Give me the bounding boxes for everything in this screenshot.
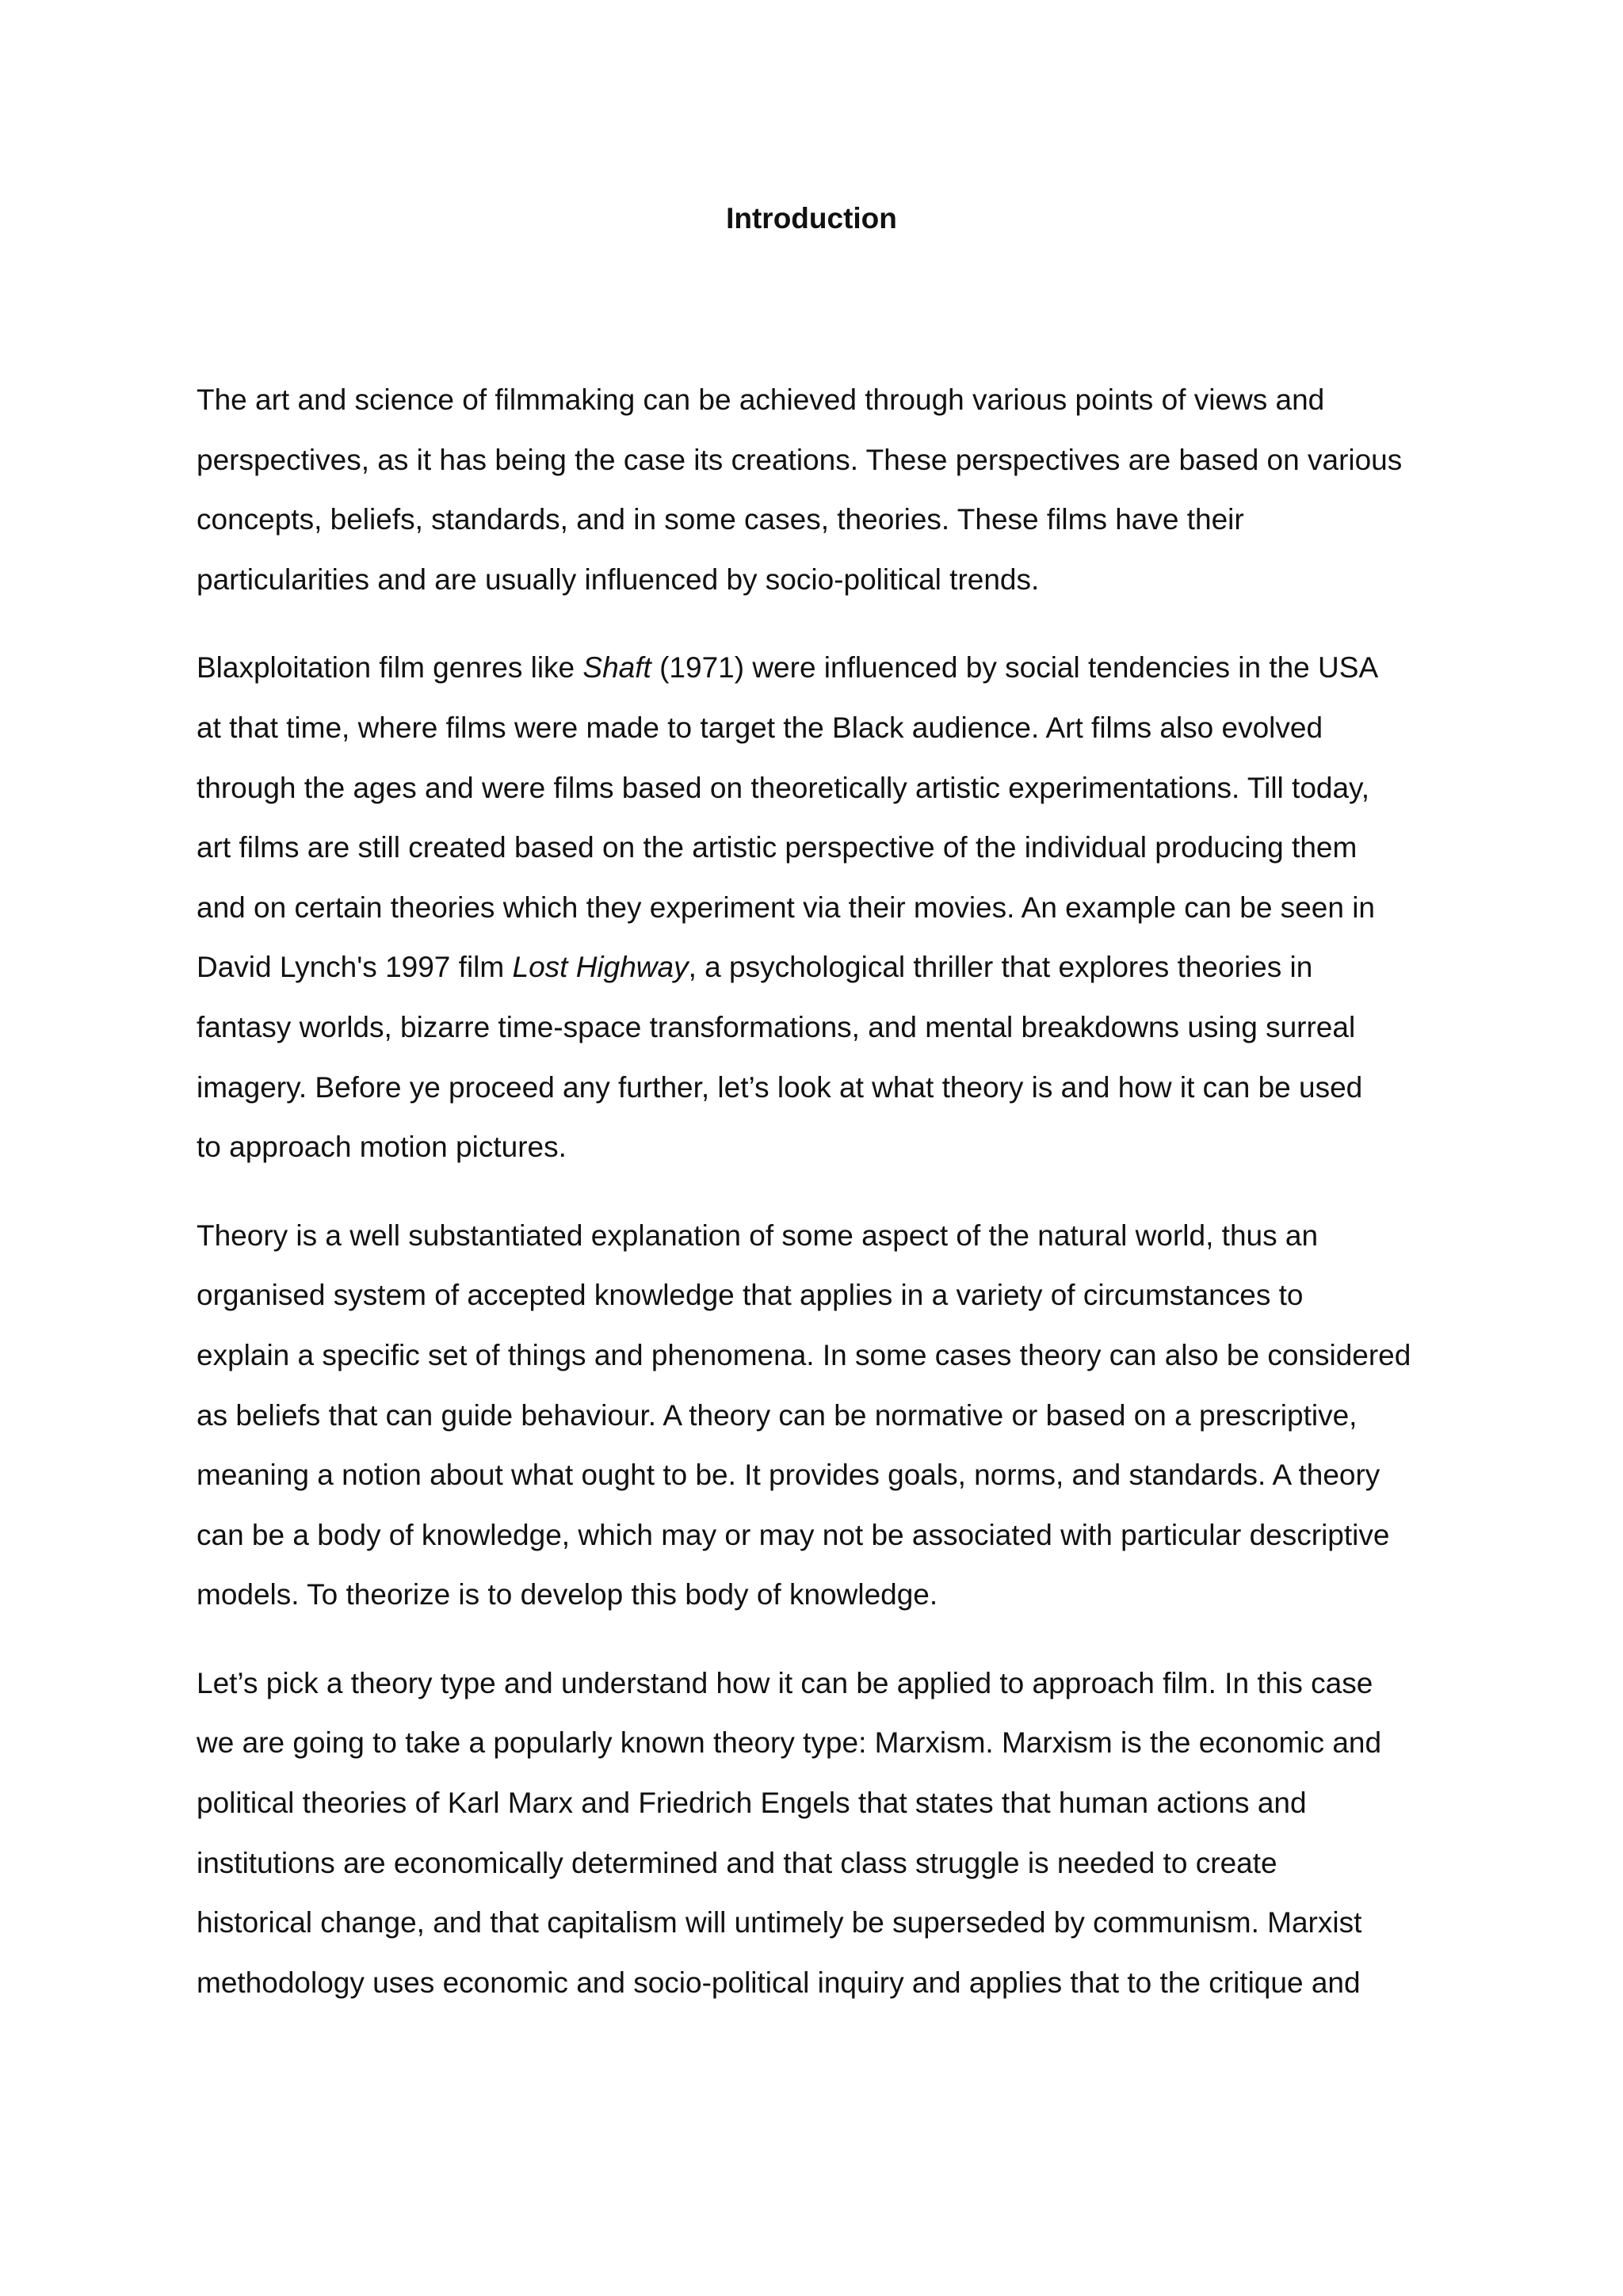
text-line [197, 1565, 1465, 1625]
text-segment: as beliefs that can guide behaviour. A theory can be normative or based on a prescriptive, [197, 1398, 1358, 1432]
text-line [197, 1325, 1465, 1386]
paragraph [197, 370, 1465, 609]
text-segment: organised system of accepted knowledge that applies in a variety of circumstances to [197, 1279, 1304, 1312]
text-segment: Let’s pick a theory type and understand how it can be applied to approach film. In this case [197, 1666, 1373, 1699]
text-segment: institutions are economically determined and that class struggle is needed to create [197, 1846, 1277, 1879]
text-line [197, 1265, 1465, 1325]
text-segment: and on certain theories which they experiment via their movies. An example can be seen in [197, 891, 1375, 924]
text-line [197, 1386, 1465, 1446]
text-line [197, 1058, 1465, 1118]
text-segment: can be a body of knowledge, which may or may not be associated with particular descriptive [197, 1518, 1390, 1551]
paragraph [197, 1653, 1465, 2013]
text-line [197, 430, 1465, 490]
body-text [197, 370, 1465, 2041]
text-line [197, 1206, 1465, 1266]
text-line [197, 370, 1465, 430]
text-line [197, 878, 1465, 938]
text-segment: political theories of Karl Marx and Friedrich Engels that states that human actions and [197, 1787, 1307, 1820]
text-segment: , a psychological thriller that explores theories in [688, 951, 1313, 984]
text-line [197, 1773, 1465, 1833]
text-line [197, 1505, 1465, 1566]
text-line [197, 1117, 1465, 1177]
paragraph [197, 638, 1465, 1177]
text-segment: through the ages and were films based on theoretically artistic experimentations. Till today, [197, 771, 1370, 804]
text-line [197, 1713, 1465, 1773]
text-segment: historical change, and that capitalism will untimely be superseded by communism. Marxist [197, 1906, 1362, 1939]
text-line [197, 698, 1465, 758]
text-segment: particularities and are usually influenced by socio-political trends. [197, 563, 1040, 596]
page-title: Introduction [726, 202, 897, 235]
text-line [197, 490, 1465, 550]
text-line [197, 997, 1465, 1058]
text-segment: to approach motion pictures. [197, 1131, 567, 1164]
text-segment: imagery. Before ye proceed any further, let’s look at what theory is and how it can be used [197, 1070, 1363, 1104]
text-segment: Theory is a well substantiated explanation of some aspect of the natural world, thus an [197, 1219, 1319, 1252]
italic-title: Shaft [582, 651, 651, 685]
text-line [197, 937, 1465, 997]
text-segment: we are going to take a popularly known theory type: Marxism. Marxism is the economic and [197, 1726, 1382, 1760]
text-line [197, 1893, 1465, 1953]
text-segment: (1971) were influenced by social tendencies in the USA [651, 651, 1379, 685]
text-segment: meaning a notion about what ought to be. It provides goals, norms, and standards. A theory [197, 1459, 1381, 1492]
text-segment: The art and science of filmmaking can be achieved through various points of views and [197, 383, 1325, 416]
text-line [197, 550, 1465, 610]
text-segment: explain a specific set of things and phenomena. In some cases theory can also be considered [197, 1338, 1411, 1371]
text-segment: at that time, where films were made to target the Black audience. Art films also evolved [197, 711, 1323, 744]
paragraph [197, 1206, 1465, 1625]
text-line [197, 1653, 1465, 1714]
text-segment: Blaxploitation film genres like [197, 651, 583, 685]
text-segment: models. To theorize is to develop this body of knowledge. [197, 1578, 938, 1611]
text-line [197, 1445, 1465, 1505]
text-line [197, 1833, 1465, 1894]
text-segment: concepts, beliefs, standards, and in some cases, theories. These films have their [197, 503, 1244, 536]
text-line [197, 818, 1465, 878]
text-line [197, 638, 1465, 698]
text-line [197, 758, 1465, 818]
text-segment: methodology uses economic and socio-political inquiry and applies that to the critique and [197, 1966, 1361, 1999]
text-segment: David Lynch's 1997 film [197, 951, 513, 984]
text-segment: art films are still created based on the artistic perspective of the individual producing them [197, 831, 1358, 864]
text-segment: perspectives, as it has being the case its creations. These perspectives are based on various [197, 443, 1403, 476]
text-segment: fantasy worlds, bizarre time-space transformations, and mental breakdowns using surreal [197, 1010, 1356, 1043]
text-line [197, 1953, 1465, 2013]
italic-title: Lost Highway [512, 951, 689, 984]
